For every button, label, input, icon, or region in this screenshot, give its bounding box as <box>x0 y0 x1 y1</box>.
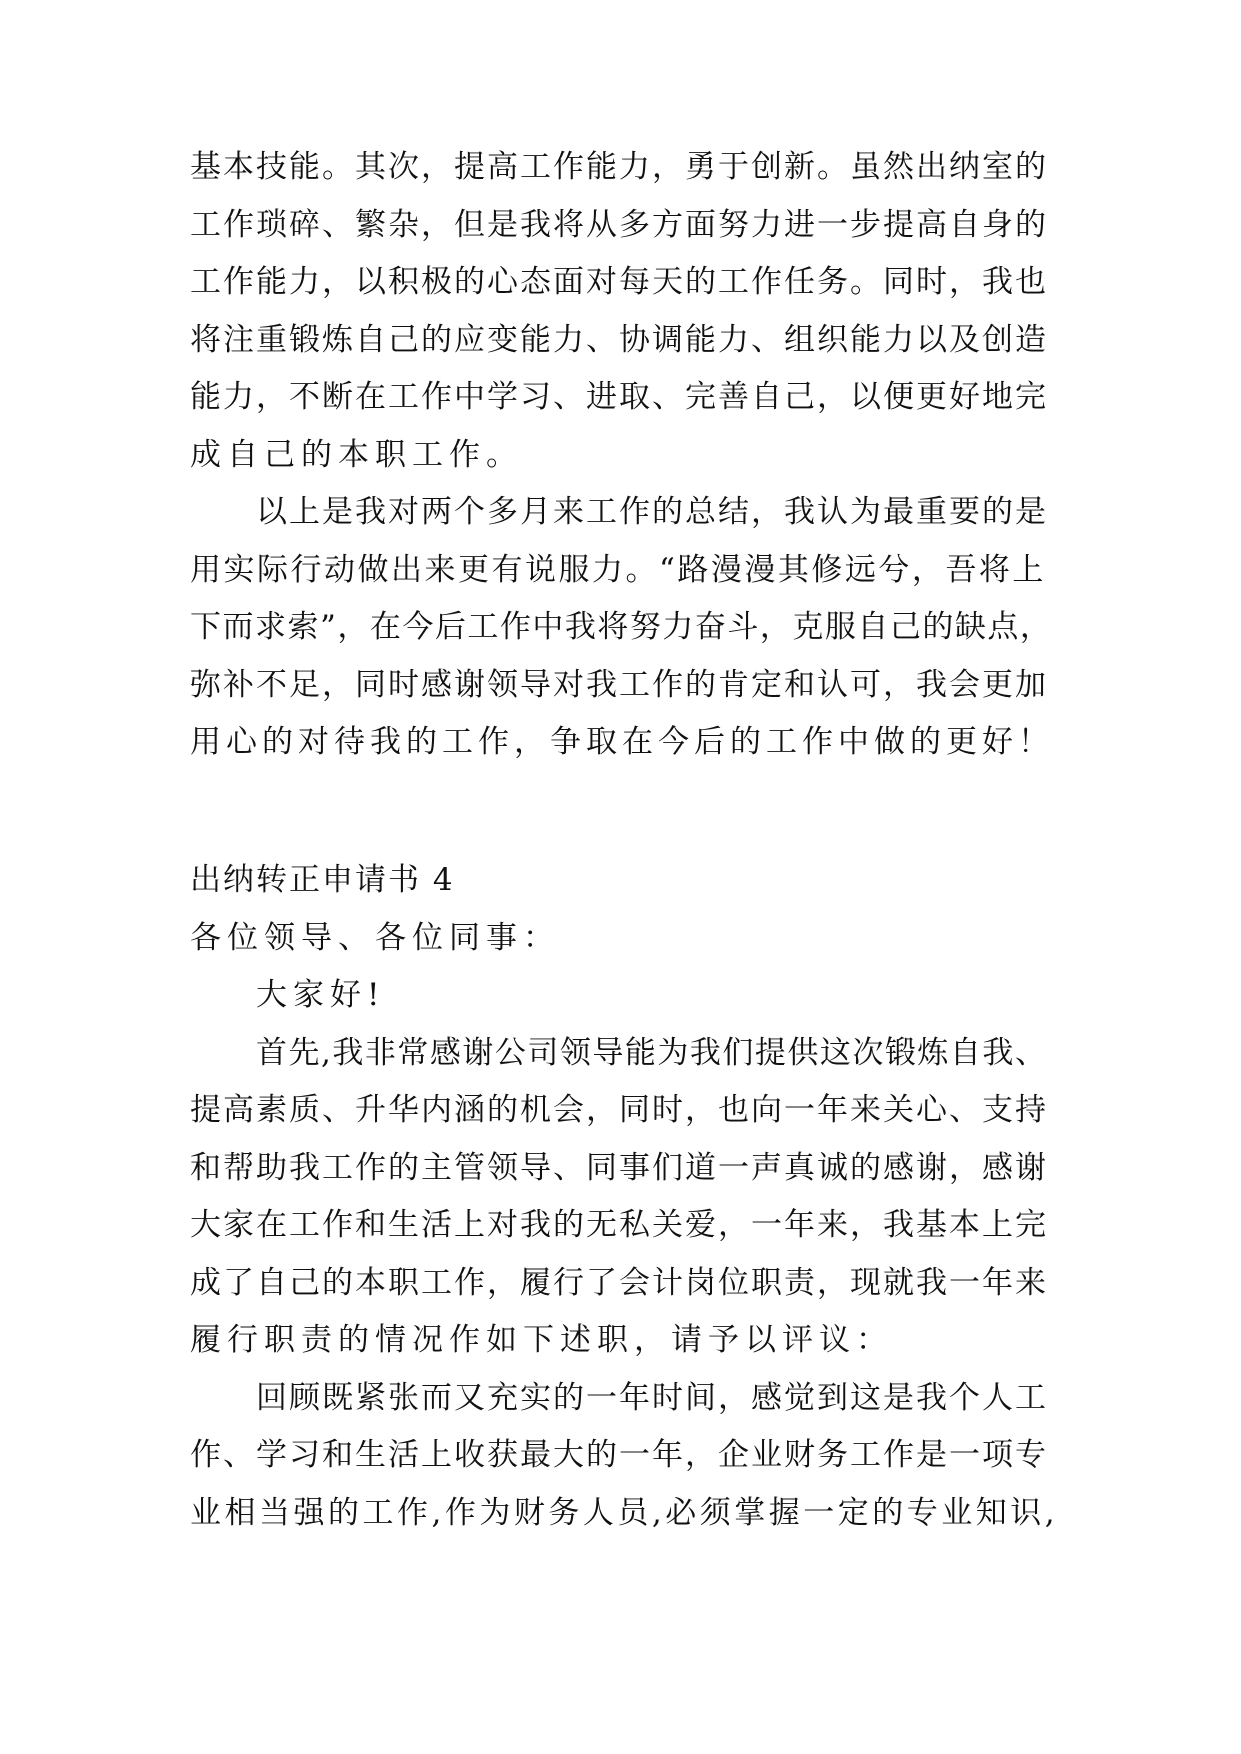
paragraph-line: 弥补不足，同时感谢领导对我工作的肯定和认可，我会更加 <box>190 667 1048 703</box>
paragraph-line: 将注重锻炼自己的应变能力、协调能力、组织能力以及创造 <box>190 322 1048 358</box>
paragraph-line: 履行职责的情况作如下述职，请予以评议： <box>190 1322 893 1358</box>
paragraph-line: 和帮助我工作的主管领导、同事们道一声真诚的感谢，感谢 <box>190 1150 1048 1186</box>
paragraph-line: 工作能力，以积极的心态面对每天的工作任务。同时，我也 <box>190 264 1048 300</box>
paragraph-line: 提高素质、升华内涵的机会，同时，也向一年来关心、支持 <box>190 1092 1048 1128</box>
paragraph-line: 业相当强的工作,作为财务人员,必须掌握一定的专业知识, <box>190 1495 1059 1531</box>
paragraph-line: 成自己的本职工作。 <box>190 437 523 473</box>
paragraph-line: 作、学习和生活上收获最大的一年，企业财务工作是一项专 <box>190 1437 1048 1473</box>
greeting: 大家好! <box>256 977 386 1013</box>
section-title: 出纳转正申请书 4 <box>190 862 455 898</box>
paragraph-line: 大家在工作和生活上对我的无私关爱，一年来，我基本上完 <box>190 1207 1048 1243</box>
paragraph-line: 能力，不断在工作中学习、进取、完善自己，以便更好地完 <box>190 379 1048 415</box>
paragraph-line: 成了自己的本职工作，履行了会计岗位职责，现就我一年来 <box>190 1265 1048 1301</box>
salutation: 各位领导、各位同事： <box>190 920 560 956</box>
paragraph-line: 回顾既紧张而又充实的一年时间，感觉到这是我个人工 <box>256 1380 1048 1416</box>
paragraph-line: 首先,我非常感谢公司领导能为我们提供这次锻炼自我、 <box>256 1035 1048 1071</box>
paragraph-line: 以上是我对两个多月来工作的总结，我认为最重要的是 <box>256 494 1048 530</box>
paragraph-line: 用心的对待我的工作，争取在今后的工作中做的更好！ <box>190 724 1054 760</box>
paragraph-line: 工作琐碎、繁杂，但是我将从多方面努力进一步提高自身的 <box>190 207 1048 243</box>
paragraph-line: 基本技能。其次，提高工作能力，勇于创新。虽然出纳室的 <box>190 149 1048 185</box>
paragraph-line: 下而求索”，在今后工作中我将努力奋斗，克服自己的缺点， <box>190 609 1053 645</box>
paragraph-line: 用实际行动做出来更有说服力。“路漫漫其修远兮，吾将上 <box>190 552 1046 588</box>
